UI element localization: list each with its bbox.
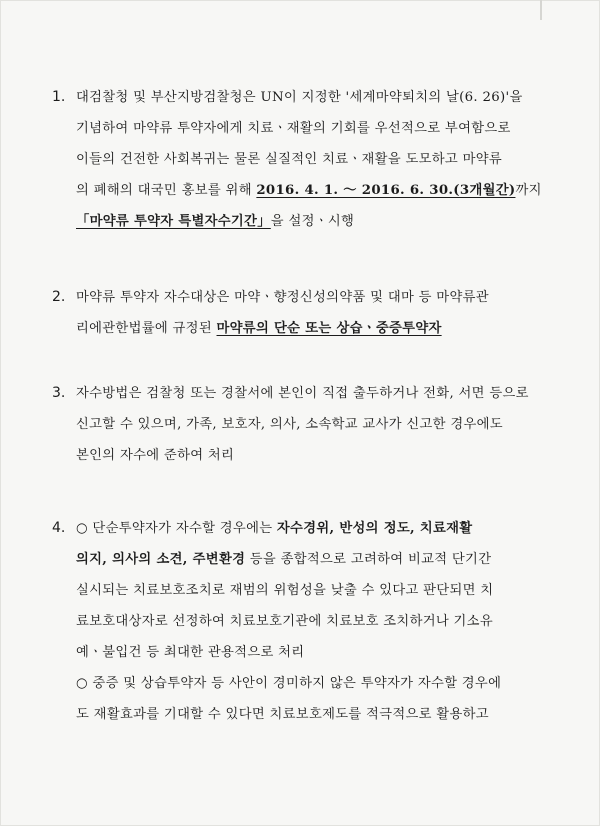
text-run: 을 설정ㆍ시행	[270, 214, 355, 229]
paragraph-number: 3.	[52, 385, 66, 401]
text-line	[76, 175, 542, 206]
paragraph-1	[52, 82, 542, 237]
text-line	[76, 206, 522, 237]
text-run: 의 폐해의 대국민 홍보를 위해	[76, 183, 257, 198]
text-run: 리에관한법률에 규정된	[76, 321, 217, 336]
text-line: 본인의 자수에 준하여 처리	[76, 448, 235, 463]
text-line	[76, 544, 522, 575]
paragraph-number: 1.	[52, 89, 66, 105]
text-run: 등을 종합적으로 고려하여 비교적 단기간	[245, 552, 492, 567]
paragraph-number: 4.	[52, 520, 66, 536]
emphasized-text: 의지, 의사의 소견, 주변환경	[76, 552, 246, 567]
text-run: 까지	[515, 183, 542, 198]
campaign-period: 2016. 4. 1. ～ 2016. 6. 30.(3개월간)	[256, 183, 516, 198]
text-line: 마약류 투약자 자수대상은 마약ㆍ향정신성의약품 및 대마 등 마약류관	[76, 290, 489, 305]
paragraph-2	[52, 282, 522, 344]
emphasized-text: 자수경위, 반성의 정도, 치료재활	[276, 521, 473, 536]
text-line: 기념하여 마약류 투약자에게 치료ㆍ재활의 기회를 우선적으로 부여함으로	[76, 121, 511, 136]
campaign-title: 「마약류 투약자 특별자수기간」	[76, 214, 271, 229]
text-line	[76, 513, 522, 544]
text-line: ○ 중증 및 상습투약자 등 사안이 경미하지 않은 투약자가 자수할 경우에	[76, 676, 502, 691]
page-edge-mark	[540, 0, 542, 20]
paragraph-3	[52, 378, 529, 471]
text-line: 대검찰청 및 부산지방검찰청은 UN이 지정한 '세계마약퇴치의 날(6. 26)'을	[76, 90, 523, 105]
text-line: 신고할 수 있으며, 가족, 보호자, 의사, 소속학교 교사가 신고한 경우에도	[76, 417, 503, 432]
text-line: 이들의 건전한 사회복귀는 물론 실질적인 치료ㆍ재활을 도모하고 마약류	[76, 152, 503, 167]
text-line: 료보호대상자로 선정하여 치료보호기관에 치료보호 조치하거나 기소유	[76, 614, 493, 629]
text-line: 예ㆍ불입건 등 최대한 관용적으로 처리	[76, 645, 305, 660]
text-line: 실시되는 치료보호조치로 재범의 위험성을 낮출 수 있다고 판단되면 치	[76, 583, 494, 598]
text-line	[76, 313, 522, 344]
text-line: 도 재활효과를 기대할 수 있다면 치료보호제도를 적극적으로 활용하고	[76, 707, 489, 722]
text-run: ○ 단순투약자가 자수할 경우에는	[76, 521, 277, 536]
paragraph-number: 2.	[52, 289, 66, 305]
text-line: 자수방법은 검찰청 또는 경찰서에 본인이 직접 출두하거나 전화, 서면 등으로	[76, 386, 529, 401]
paragraph-4	[52, 513, 522, 730]
target-subjects: 마약류의 단순 또는 상습ㆍ중증투약자	[216, 321, 442, 336]
